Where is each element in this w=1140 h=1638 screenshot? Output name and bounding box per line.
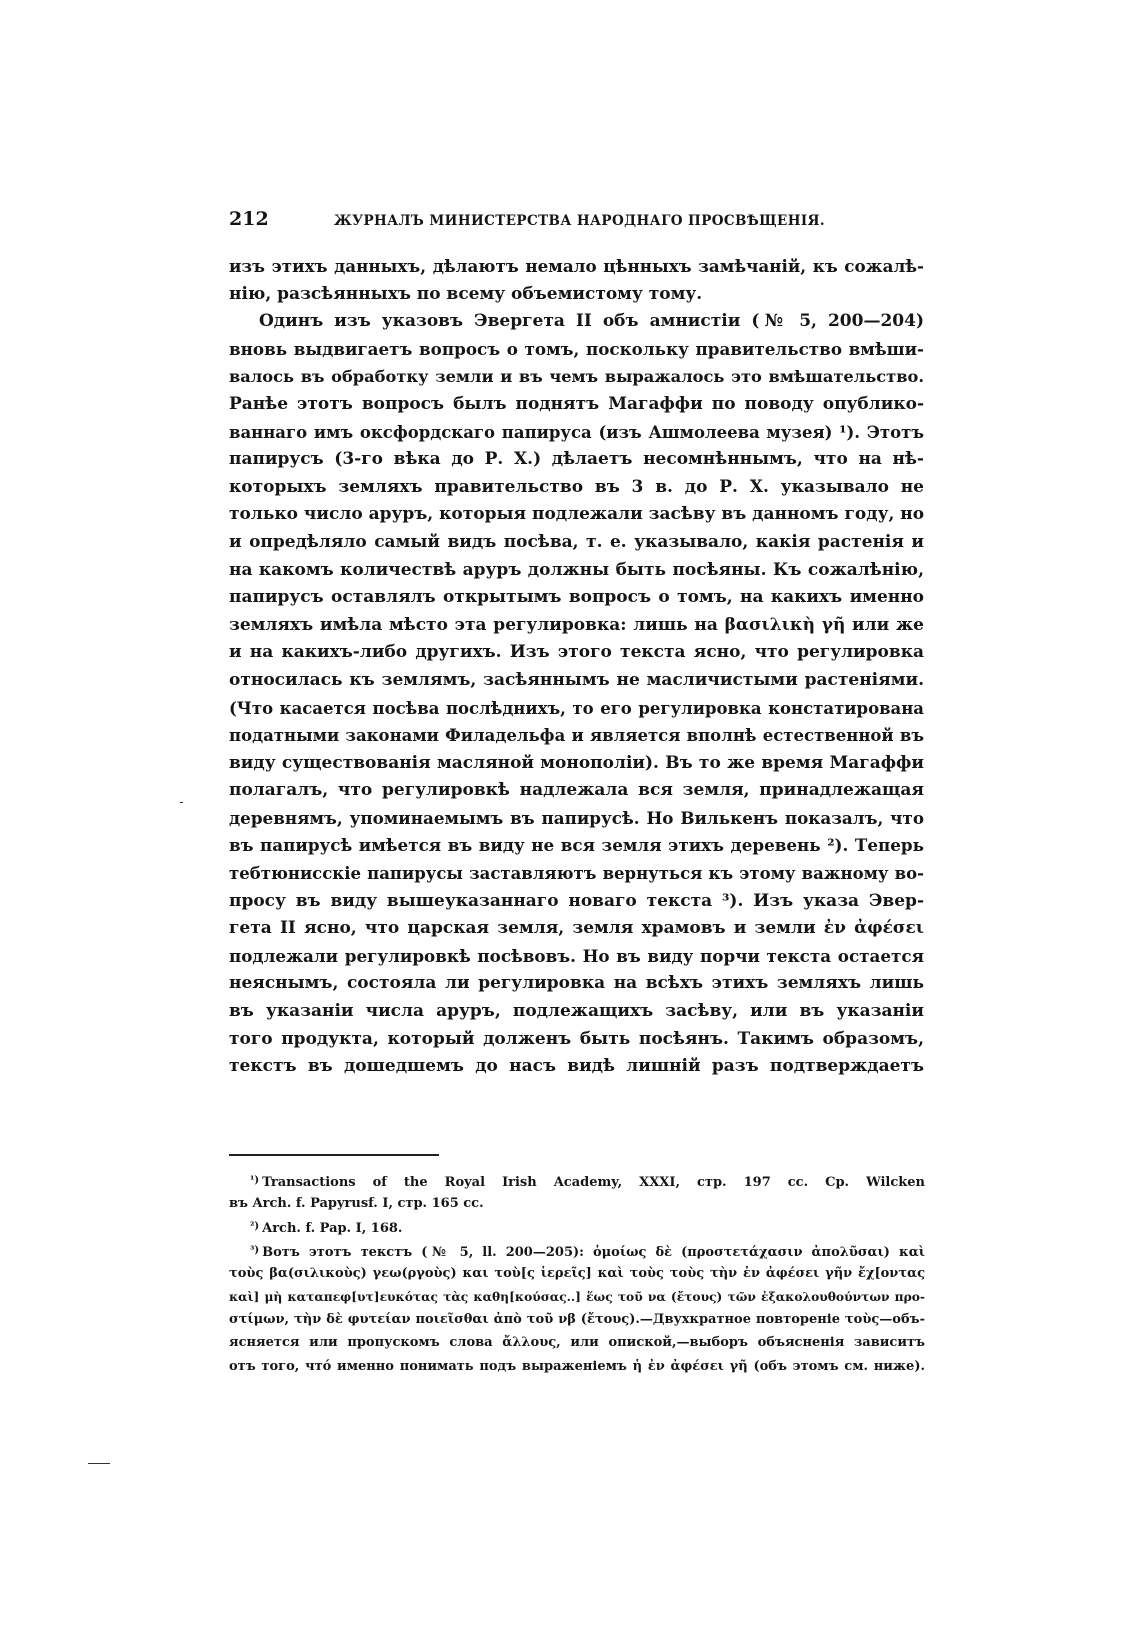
footnote-1: [250, 1169, 925, 1192]
text-line: того продукта, который долженъ быть посѣянъ. Такимъ образомъ,: [229, 1028, 924, 1049]
footnotes: [229, 1169, 925, 1378]
footnote-marker: ¹): [250, 1175, 260, 1186]
text-line: ваннаго имъ оксфордскаго папируса (изъ Ашмолеева музея) ¹). Этотъ: [229, 422, 924, 442]
text-line: которыхъ земляхъ правительство въ 3 в. до Р. Х. указывало не: [229, 476, 924, 497]
text-line: вновь выдвигаетъ вопросъ о томъ, поскольку правительство вмѣши-: [229, 338, 924, 359]
text-line: земляхъ имѣла мѣсто эта регулировка: лишь на βασιλικὴ γῆ или же: [229, 614, 924, 635]
scan-mark: [180, 802, 183, 803]
scan-mark: [88, 1463, 110, 1464]
footnote-3-cont: τοὺς βα(σιλικοὺς) γεω(ργοὺς) και τοὺ[ς ἱερεῖς] καὶ τοὺς τοὺς τὴν ἐν ἀφέσει γῆν ἔχ[οντας: [229, 1265, 925, 1281]
running-head: ЖУРНАЛЪ МИНИСТЕРСТВА НАРОДНАГО ПРОСВѢЩЕНІЯ.: [334, 213, 825, 229]
text-line: деревнямъ, упоминаемымъ въ папирусѣ. Но Вилькенъ показалъ, что: [229, 807, 924, 828]
text-line: папирусъ оставлялъ открытымъ вопросъ о томъ, на какихъ именно: [229, 587, 924, 608]
text-line: податными законами Филадельфа и является вполнѣ естественной въ: [229, 726, 924, 746]
text-line: валось въ обработку земли и въ чемъ выражалось это вмѣшательство.: [229, 367, 924, 387]
footnote-3-cont: καὶ] μὴ καταπεφ[υτ]ευκότας τὰς καθη[κούσας..] ἕως τοῦ να (ἔτους) τῶν ἐξακολουθούντων προ-: [229, 1288, 925, 1304]
text-line: въ указаніи числа аруръ, подлежащихъ засѣву, или въ указаніи: [229, 1001, 924, 1022]
text-line: относилась къ землямъ, засѣяннымъ не масличистыми растеніями.: [229, 669, 924, 690]
text-line: и на какихъ-либо другихъ. Изъ этого текста ясно, что регулировка: [229, 642, 924, 663]
text-line: гета II ясно, что царская земля, земля храмовъ и земли ἐν ἀφέσει: [229, 918, 924, 939]
footnote-3-cont: ясняется или пропускомъ слова ἄλλους, или опиской,—выборъ объясненія зависитъ: [229, 1335, 925, 1351]
footnote-3: [250, 1239, 925, 1262]
paragraph-start-line: Одинъ изъ указовъ Эвергета II объ амнистіи (№ 5, 200—204): [259, 311, 924, 332]
text-line: полагалъ, что регулировкѣ надлежала вся земля, принадлежащая: [229, 780, 924, 801]
text-line: только число аруръ, которыя подлежали засѣву въ данномъ году, но: [229, 504, 925, 525]
footnote-text: Transactions of the Royal Irish Academy, XXXI, стр. 197 сс. Ср. Wilcken: [262, 1175, 925, 1190]
text-line: нію, разсѣянныхъ по всему объемистому тому.: [229, 283, 703, 304]
text-line: тебтюнисскіе папирусы заставляютъ вернуться къ этому важному во-: [229, 864, 924, 884]
text-line: подлежали регулировкѣ посѣвовъ. Но въ виду порчи текста остается: [229, 945, 924, 966]
page-header: [229, 208, 919, 238]
footnote-3-cont: отъ того, чтó именно понимать подъ выраженіемъ ἡ ἐν ἀφέσει γῆ (объ этомъ см. ниже).: [229, 1358, 925, 1374]
text-line: просу въ виду вышеуказаннаго новаго текста ³). Изъ указа Эвер-: [229, 890, 924, 911]
text-line: изъ этихъ данныхъ, дѣлаютъ немало цѣнныхъ замѣчаній, къ сожалѣ-: [229, 256, 924, 276]
text-line: виду существованія масляной монополіи). Въ то же время Магаффи: [229, 752, 924, 773]
page-number: 212: [229, 208, 269, 230]
footnote-3-cont: στίμων, τὴν δὲ φυτείαν ποιεῖσθαι ἀπὸ τοῦ νβ (ἔτους).—Двухкратное повтореніе τοὺς—объ-: [229, 1312, 925, 1328]
text-line: на какомъ количествѣ аруръ должны быть посѣяны. Къ сожалѣнію,: [229, 559, 924, 580]
footnote-marker: ³): [250, 1244, 260, 1256]
footnote-1-cont: въ Arch. f. Papyrusf. I, стр. 165 сс.: [229, 1196, 484, 1212]
footnote-marker: ²): [250, 1221, 260, 1233]
footnote-text: Вотъ этотъ текстъ (№ 5, ll. 200—205): ὁμοίως δὲ (προστετάχασιν ἀπολῦσαι) καὶ: [262, 1244, 925, 1260]
text-line: въ папирусѣ имѣется въ виду не вся земля этихъ деревень ²). Теперь: [229, 835, 924, 856]
text-line: Ранѣе этотъ вопросъ былъ поднятъ Магаффи по поводу опублико-: [229, 393, 924, 414]
footnote-separator: [229, 1154, 439, 1156]
footnote-text: Arch. f. Pap. I, 168.: [262, 1221, 403, 1237]
text-line: неяснымъ, состояла ли регулировка на всѣхъ этихъ земляхъ лишь: [229, 973, 924, 994]
text-line: и опредѣляло самый видъ посѣва, т. е. указывало, какія растенія и: [229, 531, 924, 552]
text-line: папирусъ (3-го вѣка до Р. Х.) дѣлаетъ несомнѣннымъ, что на нѣ-: [229, 449, 924, 470]
text-line: (Что касается посѣва послѣднихъ, то его регулировка констатирована: [229, 698, 924, 718]
body-text: [229, 253, 924, 1081]
footnote-2: [250, 1215, 925, 1238]
text-line: текстъ въ дошедшемъ до насъ видѣ лишній разъ подтверждаетъ: [229, 1056, 924, 1077]
